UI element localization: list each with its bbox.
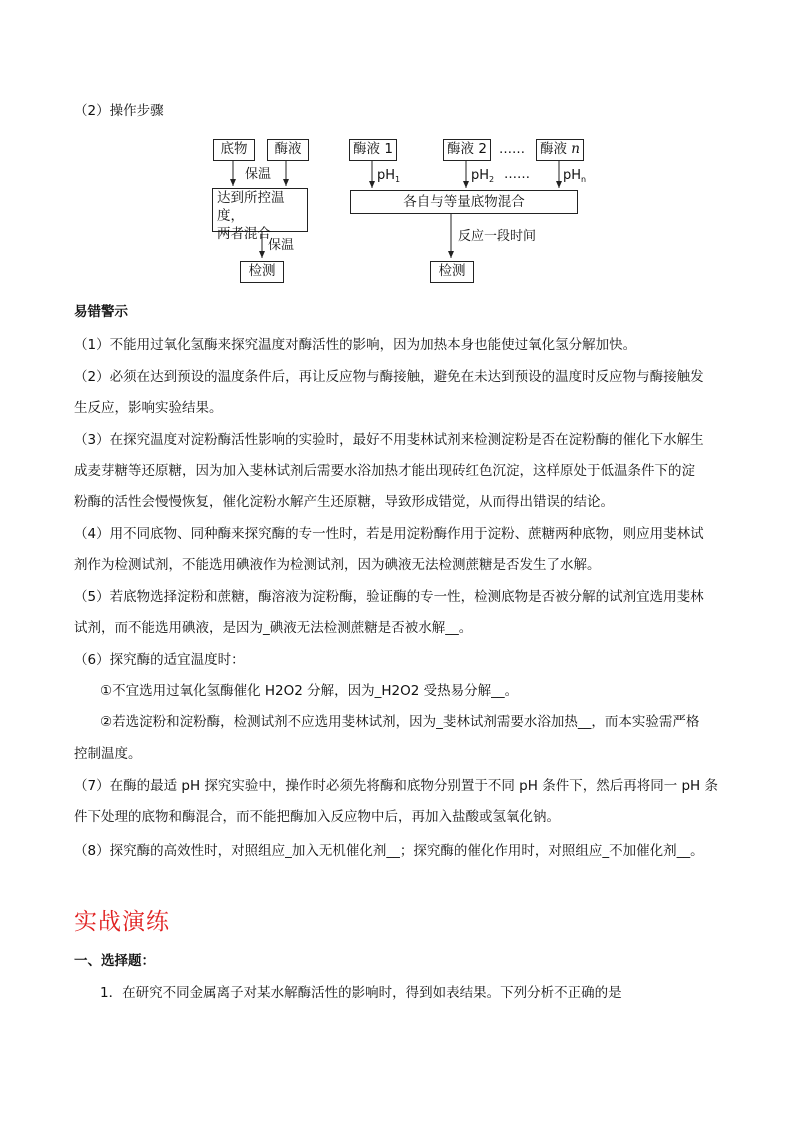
- text-line: （8）探究酶的高效性时，对照组应_加入无机催化剂__；探究酶的催化作用时，对照组应_不加催化剂__。: [74, 843, 704, 859]
- detect-box-left: 检测: [240, 261, 284, 283]
- choice-heading: 一、选择题：: [74, 953, 155, 969]
- enzyme-2-box: 酶液 2: [443, 139, 491, 161]
- text-line: 生反应，影响实验结果。: [74, 400, 223, 416]
- text-line: （1）不能用过氧化氢酶来探究温度对酶活性的影响，因为加热本身也能使过氧化氢分解加快。: [74, 337, 637, 353]
- text-line: ①不宜选用过氧化氢酶催化 H2O2 分解，因为_H2O2 受热易分解__。: [100, 683, 519, 699]
- text-line: ②若选淀粉和淀粉酶，检测试剂不应选用斐林试剂，因为_斐林试剂需要水浴加热__，而本实验需严格: [100, 714, 700, 730]
- ph-dots: ……: [504, 167, 530, 182]
- ph1-label: [377, 168, 400, 188]
- section-title: 实战演练: [74, 909, 170, 935]
- ph2-prefix: pH: [471, 168, 490, 183]
- detect-box-right: 检测: [430, 261, 474, 283]
- enzyme-n-box: [536, 139, 584, 161]
- text-line: （2）必须在达到预设的温度条件后，再让反应物与酶接触，避免在未达到预设的温度时反应物与酶接触发: [74, 369, 704, 385]
- warning-heading: 易错警示: [74, 304, 128, 320]
- diagram-arrows: [0, 0, 794, 300]
- steps-heading: （2）操作步骤: [74, 103, 164, 119]
- phn-label: [563, 168, 586, 188]
- keep-warm-label-1: 保温: [245, 167, 272, 182]
- enzyme-1-box: 酶液 1: [349, 139, 397, 161]
- text-line: 剂作为检测试剂，不能选用碘液作为检测试剂，因为碘液无法检测蔗糖是否发生了水解。: [74, 557, 601, 573]
- text-line: （5）若底物选择淀粉和蔗糖，酶溶液为淀粉酶，验证酶的专一性，检测底物是否被分解的试剂宜选用斐林: [74, 589, 704, 605]
- text-line: 控制温度。: [74, 746, 142, 762]
- ph1-subscript: 1: [395, 175, 401, 184]
- text-line: （7）在酶的最适 pH 探究实验中，操作时必须先将酶和底物分别置于不同 pH 条件下，然后再将同一 pH 条: [74, 778, 718, 794]
- ph1-prefix: pH: [377, 168, 396, 183]
- ph2-label: [471, 168, 494, 188]
- text-line: 成麦芽糖等还原糖，因为加入斐林试剂后需要水浴加热才能出现砖红色沉淀，这样原处于低温条件下的淀: [74, 463, 695, 479]
- enzyme-n-prefix: 酶液: [540, 141, 572, 157]
- mix-substrate-box: 各自与等量底物混合: [350, 190, 578, 214]
- text-line: （4）用不同底物、同种酶来探究酶的专一性时，若是用淀粉酶作用于淀粉、蔗糖两种底物，则应用斐林试: [74, 526, 704, 542]
- text-line: 件下处理的底物和酶混合，而不能把酶加入反应物中后，再加入盐酸或氢氧化钠。: [74, 809, 560, 825]
- phn-prefix: pH: [563, 168, 582, 183]
- enzyme-dots: ……: [499, 142, 525, 157]
- ph2-subscript: 2: [489, 175, 495, 184]
- text-line: 粉酶的活性会慢慢恢复，催化淀粉水解产生还原糖，导致形成错觉，从而得出错误的结论。: [74, 494, 614, 510]
- phn-subscript: n: [581, 175, 587, 184]
- text-line: （6）探究酶的适宜温度时：: [74, 652, 245, 668]
- react-time-label: 反应一段时间: [458, 229, 537, 244]
- substrate-box: 底物: [213, 139, 255, 161]
- text-line: （3）在探究温度对淀粉酶活性影响的实验时，最好不用斐林试剂来检测淀粉是否在淀粉酶的催化下水解生: [74, 432, 704, 448]
- keep-warm-label-2: 保温: [268, 238, 295, 253]
- question-1: 1．在研究不同金属离子对某水解酶活性的影响时，得到如表结果。下列分析不正确的是: [100, 985, 622, 1001]
- mix-box-line2: 两者混合: [217, 226, 271, 242]
- mix-box-line1: 达到所控温度，: [217, 190, 285, 224]
- enzyme-box: 酶液: [267, 139, 309, 161]
- mix-box: [212, 188, 308, 242]
- text-line: 试剂，而不能选用碘液，是因为_碘液无法检测蔗糖是否被水解__。: [74, 620, 473, 636]
- enzyme-n-index: n: [571, 141, 580, 157]
